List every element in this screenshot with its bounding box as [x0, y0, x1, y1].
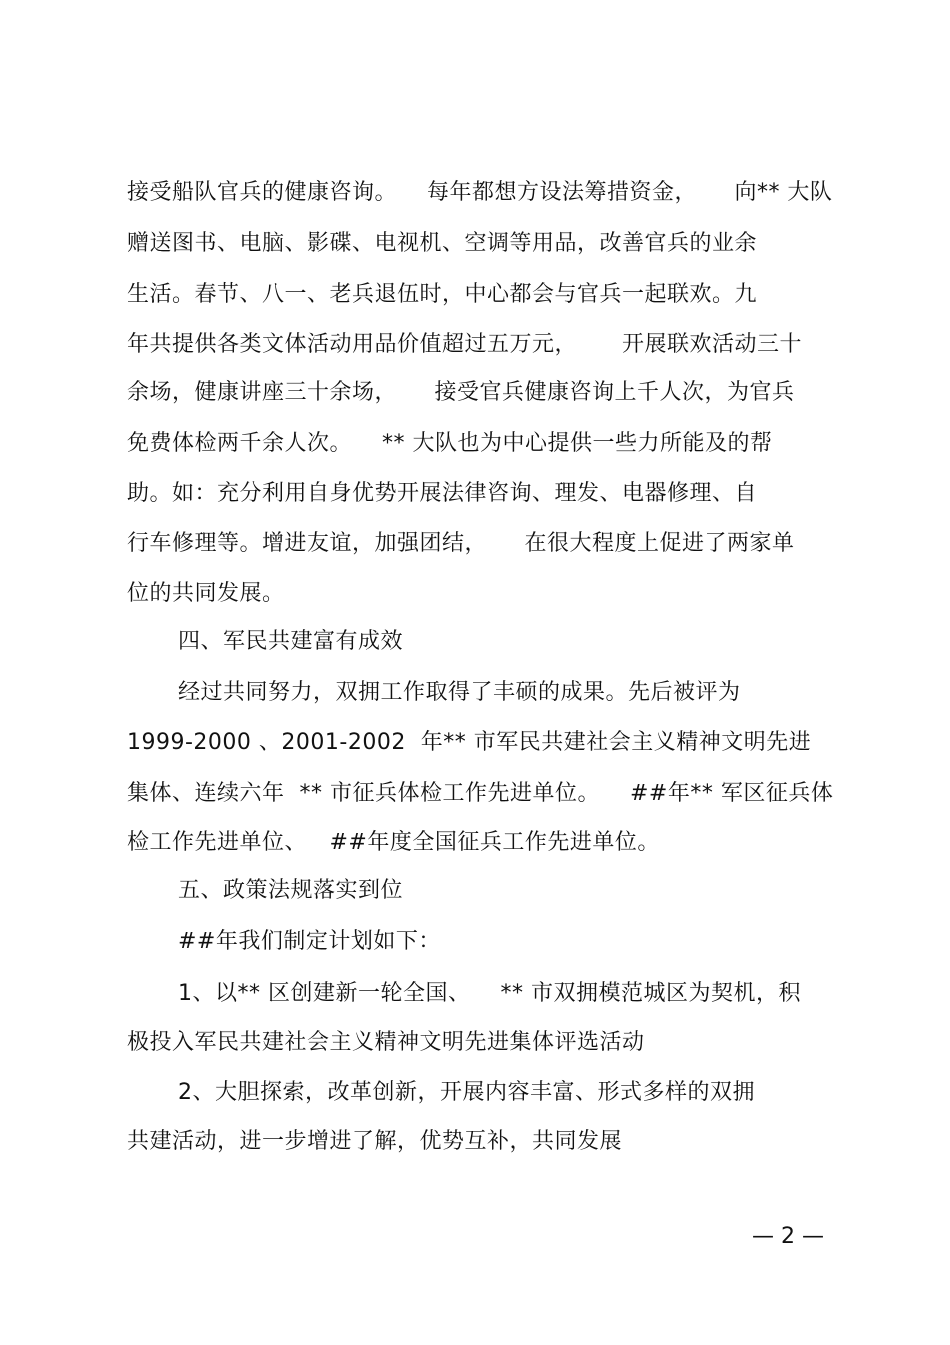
text-line: 极投入军民共建社会主义精神文明先进集体评选活动 — [127, 1030, 645, 1055]
page-number: — 2 — — [752, 1224, 824, 1249]
section-heading: 四、军民共建富有成效 — [178, 629, 404, 654]
text-line: 助。如：充分利用自身优势开展法律咨询、理发、电器修理、自 — [127, 481, 758, 506]
text-line: 位的共同发展。 — [127, 581, 285, 606]
text-line: 余场，健康讲座三十余场， 接受官兵健康咨询上千人次，为官兵 — [127, 380, 795, 405]
text-line: ##年我们制定计划如下： — [178, 929, 441, 954]
text-line: 经过共同努力，双拥工作取得了丰硕的成果。先后被评为 — [178, 680, 741, 705]
text-line: 生活。春节、八一、老兵退伍时，中心都会与官兵一起联欢。九 — [127, 282, 758, 307]
text-line: 检工作先进单位、 ##年度全国征兵工作先进单位。 — [127, 830, 660, 855]
text-line: 共建活动，进一步增进了解，优势互补，共同发展 — [127, 1129, 623, 1154]
text-line: 1999-2000 、2001-2002 年** 市军民共建社会主义精神文明先进 — [127, 730, 812, 755]
text-line: 年共提供各类文体活动用品价值超过五万元， 开展联欢活动三十 — [127, 332, 802, 357]
text-line: 赠送图书、电脑、影碟、电视机、空调等用品，改善官兵的业余 — [127, 231, 758, 256]
text-line: 2、大胆探索，改革创新，开展内容丰富、形式多样的双拥 — [178, 1080, 755, 1105]
text-line: 1、以** 区创建新一轮全国、 ** 市双拥模范城区为契机，积 — [178, 981, 801, 1006]
text-line: 行车修理等。增进友谊，加强团结， 在很大程度上促进了两家单 — [127, 531, 795, 556]
text-line: 接受船队官兵的健康咨询。 每年都想方设法筹措资金， 向** 大队 — [127, 180, 833, 205]
text-line: 免费体检两千余人次。 ** 大队也为中心提供一些力所能及的帮 — [127, 431, 773, 456]
text-line: 集体、连续六年 ** 市征兵体检工作先进单位。 ##年** 军区征兵体 — [127, 781, 834, 806]
section-heading: 五、政策法规落实到位 — [178, 878, 404, 903]
